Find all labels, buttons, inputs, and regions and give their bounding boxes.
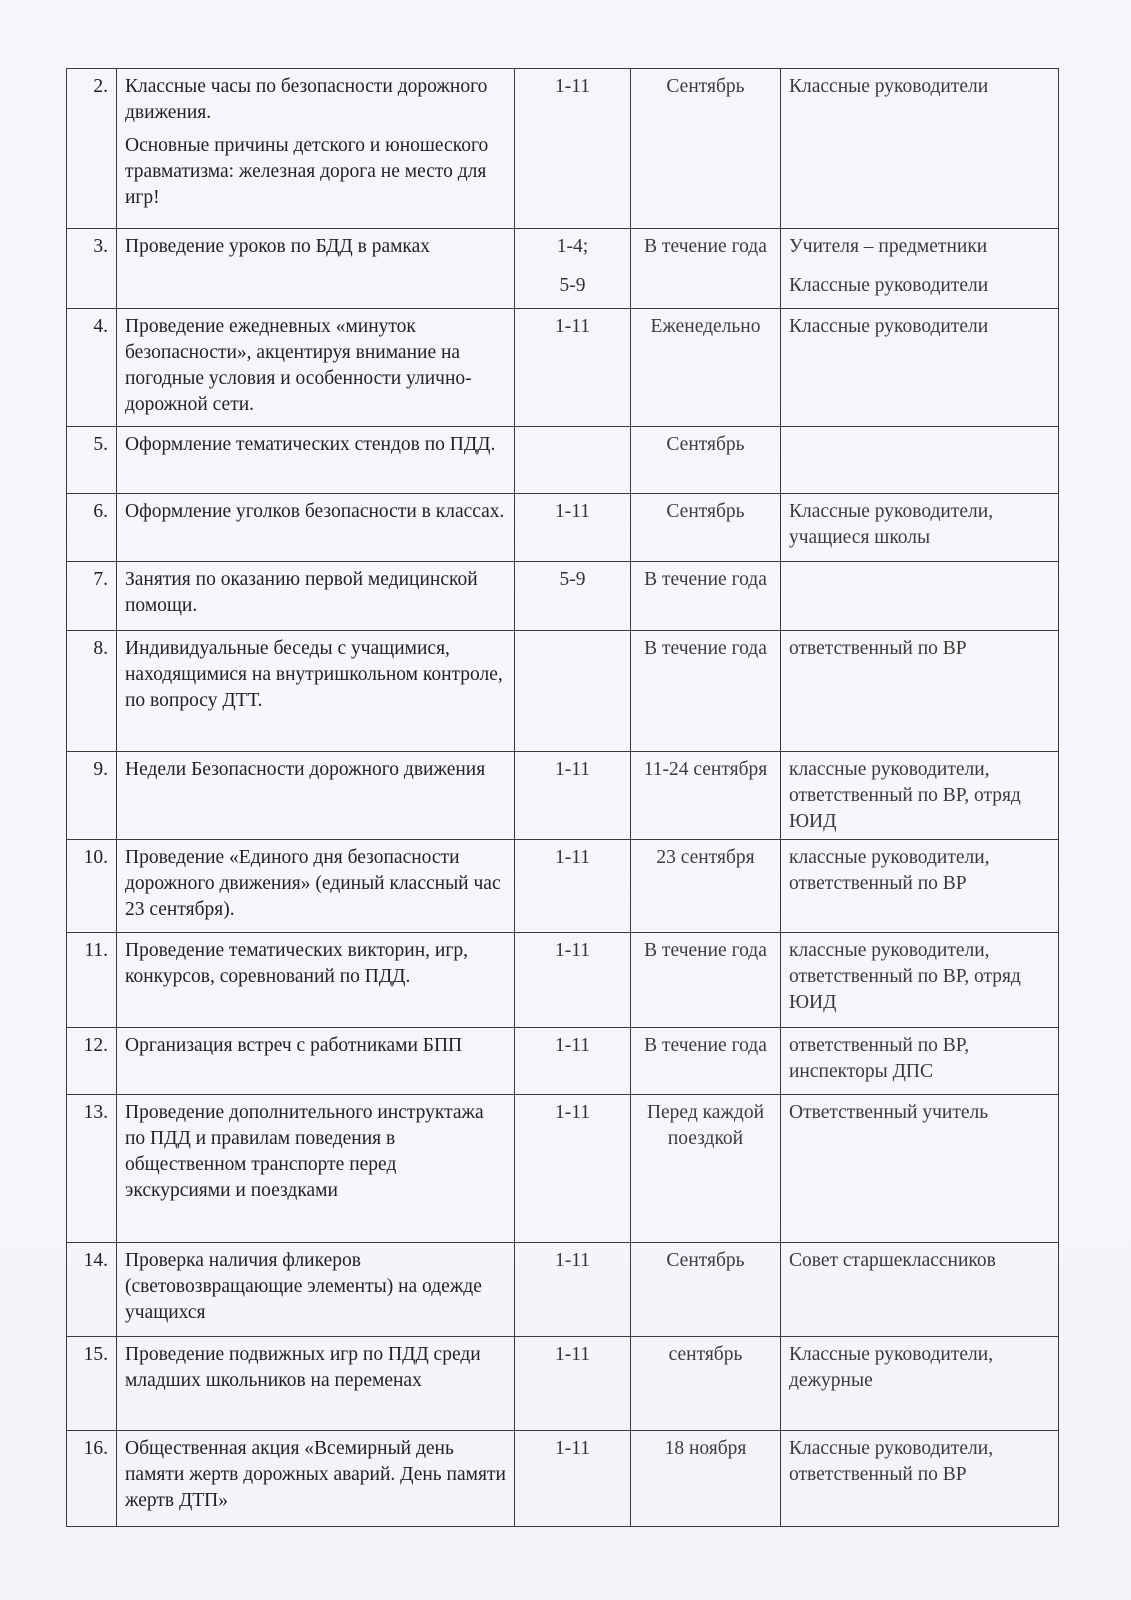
table-row xyxy=(67,229,1059,309)
event-description: Организация встреч с работниками БПП xyxy=(117,1028,515,1095)
table-row xyxy=(67,1243,1059,1337)
event-description: Проведение «Единого дня безопасности дорожного движения» (единый классный час 23 сентября). xyxy=(117,840,515,933)
table-row xyxy=(67,69,1059,229)
table-row xyxy=(67,427,1059,494)
row-number: 8. xyxy=(67,631,117,752)
responsible: классные руководители, ответственный по ВР xyxy=(781,840,1059,933)
date: Сентябрь xyxy=(631,69,781,229)
table-row xyxy=(67,933,1059,1028)
event-description: Классные часы по безопасности дорожного движения. Основные причины детского и юношеского травматизма: железная дорога не место для игр! xyxy=(117,69,515,229)
grades: 5-9 xyxy=(515,562,631,631)
grades: 1-4; 5-9 xyxy=(515,229,631,309)
event-description: Индивидуальные беседы с учащимися, находящимися на внутришкольном контроле, по вопросу ДТТ. xyxy=(117,631,515,752)
grades: 1-11 xyxy=(515,933,631,1028)
grades: 1-11 xyxy=(515,1095,631,1243)
responsible: Ответственный учитель xyxy=(781,1095,1059,1243)
responsible: ответственный по ВР, инспекторы ДПС xyxy=(781,1028,1059,1095)
grades: 1-11 xyxy=(515,1243,631,1337)
event-description: Проведение дополнительного инструктажа по ПДД и правилам поведения в общественном транспорте перед экскурсиями и поездками xyxy=(117,1095,515,1243)
event-description: Оформление уголков безопасности в классах. xyxy=(117,494,515,562)
date: 11-24 сентября xyxy=(631,752,781,840)
event-description: Недели Безопасности дорожного движения xyxy=(117,752,515,840)
row-number: 11. xyxy=(67,933,117,1028)
date: Сентябрь xyxy=(631,427,781,494)
grades: 1-11 xyxy=(515,752,631,840)
row-number: 2. xyxy=(67,69,117,229)
table-row xyxy=(67,1095,1059,1243)
grades: 1-11 xyxy=(515,494,631,562)
responsible: ответственный по ВР xyxy=(781,631,1059,752)
grades: 1-11 xyxy=(515,309,631,427)
event-description: Проведение уроков по БДД в рамках xyxy=(117,229,515,309)
table-row xyxy=(67,840,1059,933)
grades: 1-11 xyxy=(515,69,631,229)
table-row xyxy=(67,1028,1059,1095)
event-description: Проведение ежедневных «минуток безопасности», акцентируя внимание на погодные условия и особенности улично-дорожной сети. xyxy=(117,309,515,427)
grades: 1-11 xyxy=(515,840,631,933)
date: Еженедельно xyxy=(631,309,781,427)
row-number: 14. xyxy=(67,1243,117,1337)
row-number: 5. xyxy=(67,427,117,494)
event-description: Общественная акция «Всемирный день памяти жертв дорожных аварий. День памяти жертв ДТП» xyxy=(117,1431,515,1527)
table-row xyxy=(67,494,1059,562)
responsible: классные руководители, ответственный по ВР, отряд ЮИД xyxy=(781,752,1059,840)
row-number: 6. xyxy=(67,494,117,562)
responsible: Классные руководители xyxy=(781,69,1059,229)
date: В течение года xyxy=(631,1028,781,1095)
table-row xyxy=(67,562,1059,631)
event-description: Оформление тематических стендов по ПДД. xyxy=(117,427,515,494)
date: В течение года xyxy=(631,933,781,1028)
row-number: 7. xyxy=(67,562,117,631)
table-row xyxy=(67,752,1059,840)
grades: 1-11 xyxy=(515,1337,631,1431)
grades xyxy=(515,427,631,494)
responsible: Совет старшеклассников xyxy=(781,1243,1059,1337)
table-row xyxy=(67,631,1059,752)
row-number: 13. xyxy=(67,1095,117,1243)
responsible: классные руководители, ответственный по ВР, отряд ЮИД xyxy=(781,933,1059,1028)
responsible: Классные руководители xyxy=(781,309,1059,427)
grades xyxy=(515,631,631,752)
row-number: 16. xyxy=(67,1431,117,1527)
row-number: 9. xyxy=(67,752,117,840)
row-number: 3. xyxy=(67,229,117,309)
event-description: Проведение тематических викторин, игр, конкурсов, соревнований по ПДД. xyxy=(117,933,515,1028)
responsible: Учителя – предметники Классные руководители xyxy=(781,229,1059,309)
grades: 1-11 xyxy=(515,1028,631,1095)
date: Сентябрь xyxy=(631,1243,781,1337)
table-row xyxy=(67,1337,1059,1431)
responsible: Классные руководители, учащиеся школы xyxy=(781,494,1059,562)
date: 23 сентября xyxy=(631,840,781,933)
table-row xyxy=(67,309,1059,427)
event-description: Проверка наличия фликеров (световозвращающие элементы) на одежде учащихся xyxy=(117,1243,515,1337)
date: В течение года xyxy=(631,229,781,309)
row-number: 12. xyxy=(67,1028,117,1095)
date: В течение года xyxy=(631,631,781,752)
row-number: 15. xyxy=(67,1337,117,1431)
table-row xyxy=(67,1431,1059,1527)
date: Перед каждой поездкой xyxy=(631,1095,781,1243)
event-description: Проведение подвижных игр по ПДД среди младших школьников на переменах xyxy=(117,1337,515,1431)
event-description: Занятия по оказанию первой медицинской помощи. xyxy=(117,562,515,631)
date: Сентябрь xyxy=(631,494,781,562)
responsible: Классные руководители, дежурные xyxy=(781,1337,1059,1431)
responsible xyxy=(781,427,1059,494)
responsible: Классные руководители, ответственный по ВР xyxy=(781,1431,1059,1527)
date: 18 ноября xyxy=(631,1431,781,1527)
grades: 1-11 xyxy=(515,1431,631,1527)
responsible xyxy=(781,562,1059,631)
row-number: 10. xyxy=(67,840,117,933)
events-plan-table xyxy=(66,68,1059,1527)
date: сентябрь xyxy=(631,1337,781,1431)
date: В течение года xyxy=(631,562,781,631)
row-number: 4. xyxy=(67,309,117,427)
